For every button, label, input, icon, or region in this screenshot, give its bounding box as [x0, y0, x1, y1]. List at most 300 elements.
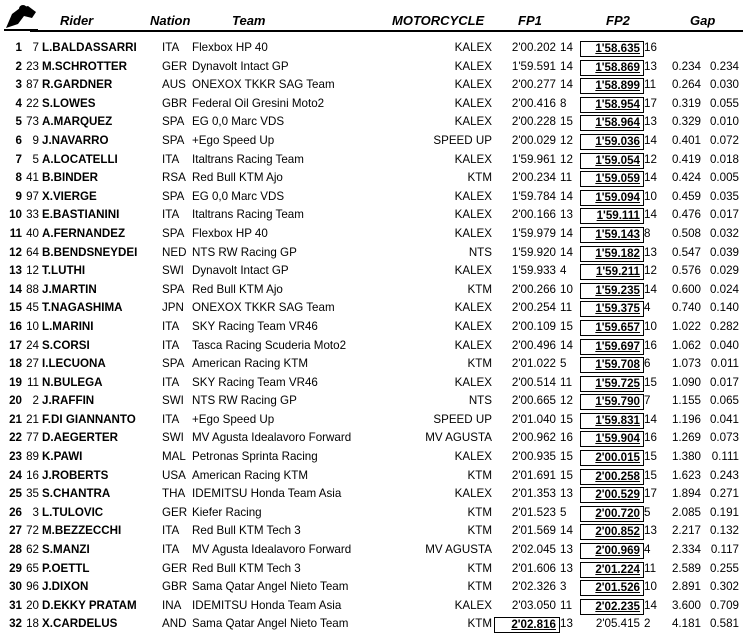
motorcycle: KTM: [467, 617, 492, 631]
fp2-lap: 14: [644, 171, 657, 185]
fp1-time: 2'01.691: [511, 468, 556, 482]
fp1-lap: 12: [560, 152, 573, 166]
rider-number: 89: [26, 450, 39, 464]
gap-to-first: 2.217: [671, 524, 701, 538]
table-row: [0, 374, 745, 393]
gap-to-previous: 0.581: [709, 617, 739, 631]
fp2-lap: 13: [644, 524, 657, 538]
position: 16: [9, 319, 22, 333]
team-name: ONEXOX TKKR SAG Team: [192, 301, 335, 315]
gap-to-previous: 0.191: [709, 505, 739, 519]
fp2-lap: 4: [644, 543, 651, 557]
nation: GBR: [162, 96, 188, 110]
nation: AND: [162, 617, 187, 631]
fp2-time: 1'59.182: [580, 246, 644, 262]
fp2-lap: 8: [644, 226, 651, 240]
fp1-lap: 13: [560, 487, 573, 501]
fp1-time: 2'02.326: [511, 580, 556, 594]
table-row: [0, 504, 745, 523]
rider-name: S.CORSI: [42, 338, 90, 352]
gap-to-previous: 0.024: [709, 282, 739, 296]
motorcycle: KALEX: [454, 226, 492, 240]
fp2-time: 1'59.059: [580, 171, 644, 187]
fp1-lap: 15: [560, 468, 573, 482]
nation: SWI: [162, 431, 184, 445]
motorcycle: KALEX: [454, 338, 492, 352]
table-row: [0, 113, 745, 132]
table-row: [0, 188, 745, 207]
fp2-lap: 14: [644, 412, 657, 426]
fp2-time: 1'59.211: [580, 264, 644, 280]
nation: MAL: [162, 450, 186, 464]
gap-to-previous: 0.271: [709, 487, 739, 501]
fp2-time: 2'05.415: [595, 617, 640, 631]
fp1-lap: 14: [560, 41, 573, 54]
fp2-time: 1'59.790: [580, 394, 644, 410]
position: 11: [9, 226, 22, 240]
rider-name: X.CARDELUS: [42, 617, 118, 631]
table-row: [0, 262, 745, 281]
rider-number: 96: [26, 580, 39, 594]
fp2-time: 1'59.697: [580, 339, 644, 355]
fp2-lap: 5: [644, 505, 651, 519]
position: 22: [9, 431, 22, 445]
fp2-time: 1'59.054: [580, 153, 644, 169]
table-row: [0, 206, 745, 225]
table-row: [0, 318, 745, 337]
fp2-time: 2'00.852: [580, 524, 644, 540]
fp2-time: 1'59.725: [580, 376, 644, 392]
rider-name: A.FERNANDEZ: [42, 226, 126, 240]
fp1-lap: 11: [560, 171, 573, 185]
rider-number: 5: [32, 152, 39, 166]
rider-number: 3: [32, 505, 39, 519]
position: 28: [9, 543, 22, 557]
gap-to-previous: 0.132: [709, 524, 739, 538]
fp1-lap: 11: [560, 301, 573, 315]
fp1-lap: 11: [560, 598, 573, 612]
team-name: EG 0,0 Marc VDS: [192, 189, 285, 203]
nation: SPA: [162, 133, 185, 147]
rider-name: L.TULOVIC: [42, 505, 104, 519]
rider-name: J.NAVARRO: [42, 133, 109, 147]
rider-name: B.BINDER: [42, 171, 99, 185]
fp2-time: 1'59.375: [580, 301, 644, 317]
rider-number: 33: [26, 208, 39, 222]
fp2-time: 1'59.657: [580, 320, 644, 336]
fp1-lap: 16: [560, 431, 573, 445]
gap-to-first: 0.329: [671, 115, 701, 129]
position: 29: [9, 561, 22, 575]
fp1-time: 2'01.523: [511, 505, 556, 519]
rider-number: 9: [32, 133, 39, 147]
fp2-lap: 13: [644, 59, 657, 73]
gap-to-previous: 0.010: [709, 115, 739, 129]
rider-number: 72: [26, 524, 39, 538]
rider-name: S.LOWES: [42, 96, 96, 110]
rider-name: M.BEZZECCHI: [42, 524, 122, 538]
nation: SPA: [162, 282, 185, 296]
team-name: IDEMITSU Honda Team Asia: [192, 487, 342, 501]
gap-to-previous: 0.072: [709, 133, 739, 147]
fp1-time: 1'59.961: [511, 152, 556, 166]
fp1-time: 1'59.979: [511, 226, 556, 240]
fp1-time: 2'01.606: [511, 561, 556, 575]
fp2-time: 2'00.258: [580, 469, 644, 485]
motorcycle: KALEX: [454, 264, 492, 278]
team-name: Sama Qatar Angel Nieto Team: [192, 580, 349, 594]
rider-name: A.MARQUEZ: [42, 115, 113, 129]
fp1-lap: 5: [560, 505, 567, 519]
fp2-lap: 6: [644, 357, 651, 371]
nation: NED: [162, 245, 187, 259]
table-row: [0, 244, 745, 263]
rider-number: 24: [26, 338, 39, 352]
motorcycle: KALEX: [454, 96, 492, 110]
gap-to-first: 0.459: [671, 189, 701, 203]
table-row: [0, 355, 745, 374]
nation: ITA: [162, 543, 180, 557]
gap-to-first: 2.891: [671, 580, 701, 594]
gap-to-previous: 0.032: [709, 226, 739, 240]
rider-number: 18: [26, 617, 39, 631]
table-row: [0, 169, 745, 188]
motorcycle: KTM: [467, 282, 492, 296]
fp1-time: 2'03.050: [511, 598, 556, 612]
fp1-time: 1'59.591: [511, 59, 556, 73]
position: 31: [9, 598, 22, 612]
nation: ITA: [162, 375, 180, 389]
fp1-time: 2'00.254: [511, 301, 556, 315]
position: 15: [9, 301, 22, 315]
fp2-time: 1'59.235: [580, 283, 644, 299]
rider-number: 20: [26, 598, 39, 612]
table-row: [0, 337, 745, 356]
fp2-time: 1'58.899: [580, 78, 644, 94]
table-row: [0, 132, 745, 151]
nation: SWI: [162, 394, 184, 408]
fp2-lap: 4: [644, 301, 651, 315]
team-name: Italtrans Racing Team: [192, 152, 304, 166]
team-name: Dynavolt Intact GP: [192, 264, 289, 278]
motorcycle: KALEX: [454, 189, 492, 203]
motorcycle: KTM: [467, 505, 492, 519]
table-row: [0, 76, 745, 95]
position: 25: [9, 487, 22, 501]
fp1-lap: 8: [560, 96, 567, 110]
rider-number: 16: [26, 468, 39, 482]
fp2-lap: 13: [644, 115, 657, 129]
rider-name: A.LOCATELLI: [42, 152, 118, 166]
fp2-lap: 10: [644, 189, 657, 203]
fp1-lap: 14: [560, 78, 573, 92]
gap-to-first: 2.334: [671, 543, 701, 557]
fp2-time: 2'00.015: [580, 450, 644, 466]
rider-number: 22: [26, 96, 39, 110]
gap-to-first: 1.196: [671, 412, 701, 426]
position: 7: [15, 152, 22, 166]
team-name: Red Bull KTM Ajo: [192, 171, 283, 185]
table-row: [0, 95, 745, 114]
rider-name: P.OETTL: [42, 561, 90, 575]
position: 3: [15, 78, 22, 92]
table-row: [0, 467, 745, 486]
table-row: [0, 541, 745, 560]
gap-to-previous: 0.117: [710, 543, 739, 557]
fp1-lap: 13: [560, 543, 573, 557]
motorcycle: KTM: [467, 561, 492, 575]
table-row: [0, 578, 745, 597]
rider-name: T.LUTHI: [42, 264, 86, 278]
rider-number: 41: [26, 171, 39, 185]
fp1-lap: 11: [560, 375, 573, 389]
rider-number: 97: [26, 189, 39, 203]
fp1-lap: 15: [560, 319, 573, 333]
fp2-time: 2'02.235: [580, 599, 644, 615]
team-name: Red Bull KTM Ajo: [192, 282, 283, 296]
nation: SWI: [162, 264, 184, 278]
rider-number: 27: [26, 357, 39, 371]
position: 5: [15, 115, 22, 129]
fp1-lap: 14: [560, 59, 573, 73]
rider-name: L.BALDASSARRI: [42, 41, 137, 54]
motorcycle: KALEX: [454, 487, 492, 501]
team-name: MV Agusta Idealavoro Forward: [192, 543, 352, 557]
gap-to-previous: 0.030: [709, 78, 739, 92]
fp1-time: 2'00.277: [511, 78, 556, 92]
rider-number: 10: [26, 319, 39, 333]
fp1-time: 2'00.109: [511, 319, 556, 333]
nation: GER: [162, 505, 188, 519]
nation: GER: [162, 561, 188, 575]
fp1-time: 2'01.040: [511, 412, 556, 426]
rider-name: B.BENDSNEYDEI: [42, 245, 138, 259]
motorcycle: KALEX: [454, 59, 492, 73]
gap-to-previous: 0.005: [709, 171, 739, 185]
motorcycle: KTM: [467, 357, 492, 371]
rider-name: L.MARINI: [42, 319, 94, 333]
gap-to-previous: 0.255: [709, 561, 739, 575]
table-row: [0, 151, 745, 170]
table-row: [0, 281, 745, 300]
gap-to-previous: 0.018: [709, 152, 739, 166]
team-name: Flexbox HP 40: [192, 41, 268, 54]
table-row: [0, 299, 745, 318]
gap-header: Gap: [690, 13, 716, 28]
rider-name: K.PAWI: [42, 450, 83, 464]
motorcycle-rider-icon: [2, 2, 40, 32]
motorcycle: SPEED UP: [433, 412, 492, 426]
motorcycle: SPEED UP: [433, 133, 492, 147]
rider-number: 64: [26, 245, 39, 259]
gap-to-first: 0.508: [671, 226, 701, 240]
rider-number: 65: [26, 561, 39, 575]
motorcycle: KALEX: [454, 375, 492, 389]
fp1-time: 2'01.569: [511, 524, 556, 538]
gap-to-first: 2.085: [671, 505, 701, 519]
gap-to-first: 0.476: [671, 208, 701, 222]
table-row: [0, 615, 745, 634]
rider-name: D.AEGERTER: [42, 431, 119, 445]
position: 32: [9, 617, 22, 631]
nation: SPA: [162, 189, 185, 203]
fp2-lap: 12: [644, 152, 657, 166]
fp1-time: 2'00.029: [511, 133, 556, 147]
position: 13: [9, 264, 22, 278]
position: 19: [9, 375, 22, 389]
position: 8: [15, 171, 22, 185]
gap-to-first: 4.181: [671, 617, 701, 631]
rider-name: J.DIXON: [42, 580, 89, 594]
gap-to-first: 3.600: [671, 598, 701, 612]
nation: INA: [162, 598, 182, 612]
fp2-time: 2'00.529: [580, 487, 644, 503]
gap-to-previous: 0.302: [709, 580, 739, 594]
fp2-lap: 11: [644, 78, 657, 92]
rider-name: J.ROBERTS: [42, 468, 109, 482]
fp2-lap: 14: [644, 208, 657, 222]
nation: JPN: [162, 301, 184, 315]
gap-to-previous: 0.040: [709, 338, 739, 352]
fp2-lap: 14: [644, 133, 657, 147]
gap-to-first: 0.234: [671, 59, 701, 73]
fp1-lap: 5: [560, 357, 567, 371]
fp1-time: 2'00.166: [511, 208, 556, 222]
rider-name: M.SCHROTTER: [42, 59, 128, 73]
fp2-time: 1'59.094: [580, 190, 644, 206]
fp1-time: 2'02.816: [494, 617, 560, 633]
motorcycle: KALEX: [454, 41, 492, 54]
position: 14: [9, 282, 22, 296]
team-name: MV Agusta Idealavoro Forward: [192, 431, 352, 445]
nation: ITA: [162, 152, 180, 166]
header-divider: [30, 30, 743, 32]
rider-name: D.EKKY PRATAM: [42, 598, 137, 612]
rider-number: 23: [26, 59, 39, 73]
rider-number: 40: [26, 226, 39, 240]
gap-to-first: 0.419: [671, 152, 701, 166]
rider-name: X.VIERGE: [42, 189, 97, 203]
motorcycle: NTS: [468, 394, 492, 408]
table-row: [0, 560, 745, 579]
rider-name: J.MARTIN: [42, 282, 97, 296]
rider-number: 73: [26, 115, 39, 129]
nation: THA: [162, 487, 186, 501]
nation: SPA: [162, 357, 185, 371]
gap-to-previous: 0.709: [709, 598, 739, 612]
fp2-lap: 12: [644, 264, 657, 278]
fp1-lap: 15: [560, 450, 573, 464]
team-name: ONEXOX TKKR SAG Team: [192, 78, 335, 92]
fp1-lap: 3: [560, 580, 567, 594]
rider-name: E.BASTIANINI: [42, 208, 120, 222]
rider-number: 45: [26, 301, 39, 315]
motorcycle: KTM: [467, 171, 492, 185]
position: 2: [15, 59, 22, 73]
gap-to-first: 0.424: [671, 171, 701, 185]
fp1-time: 1'59.933: [511, 264, 556, 278]
table-row: [0, 448, 745, 467]
gap-to-first: 1.155: [671, 394, 701, 408]
gap-to-first: 1.022: [671, 319, 701, 333]
rider-name: S.MANZI: [42, 543, 90, 557]
gap-to-first: 0.600: [671, 282, 701, 296]
gap-to-first: 1.062: [671, 338, 701, 352]
fp2-time: 1'59.708: [580, 357, 644, 373]
fp1-lap: 12: [560, 133, 573, 147]
team-name: IDEMITSU Honda Team Asia: [192, 598, 342, 612]
fp1-time: 2'00.514: [511, 375, 556, 389]
gap-to-previous: 0.017: [709, 208, 739, 222]
nation: ITA: [162, 338, 180, 352]
team-name: +Ego Speed Up: [192, 412, 275, 426]
rider-number: 12: [26, 264, 39, 278]
motorcycle: MV AGUSTA: [425, 543, 492, 557]
table-row: [0, 392, 745, 411]
team-name: SKY Racing Team VR46: [192, 319, 318, 333]
team-name: Italtrans Racing Team: [192, 208, 304, 222]
fp1-lap: 14: [560, 189, 573, 203]
fp2-time: 1'59.111: [580, 208, 644, 224]
fp2-lap: 17: [644, 96, 657, 110]
fp1-lap: 15: [560, 115, 573, 129]
fp1-time: 2'00.202: [511, 41, 556, 54]
table-row: [0, 411, 745, 430]
rider-number: 2: [32, 394, 39, 408]
fp2-time: 1'59.143: [580, 227, 644, 243]
rider-number: 11: [26, 375, 39, 389]
fp2-lap: 15: [644, 375, 657, 389]
team-header: Team: [232, 13, 266, 28]
fp2-time: 2'01.224: [580, 562, 644, 578]
fp2-lap: 16: [644, 338, 657, 352]
fp2-lap: 15: [644, 468, 657, 482]
table-row: [0, 597, 745, 616]
gap-to-previous: 0.039: [709, 245, 739, 259]
position: 9: [15, 189, 22, 203]
fp2-header: FP2: [606, 13, 630, 28]
motorcycle: KTM: [467, 468, 492, 482]
fp2-time: 1'58.869: [580, 60, 644, 76]
rider-name: T.NAGASHIMA: [42, 301, 123, 315]
rider-number: 77: [26, 431, 39, 445]
gap-to-previous: 0.243: [709, 468, 739, 482]
motorcycle: KALEX: [454, 208, 492, 222]
fp1-lap: 15: [560, 412, 573, 426]
nation: SPA: [162, 226, 185, 240]
motorcycle: MV AGUSTA: [425, 431, 492, 445]
team-name: Red Bull KTM Tech 3: [192, 561, 301, 575]
rider-header: Rider: [60, 13, 94, 28]
fp2-time: 2'00.720: [580, 506, 644, 522]
fp1-time: 2'00.416: [511, 96, 556, 110]
motorcycle: KALEX: [454, 598, 492, 612]
fp2-lap: 10: [644, 580, 657, 594]
fp1-time: 2'00.962: [511, 431, 556, 445]
gap-to-previous: 0.234: [709, 59, 739, 73]
position: 17: [9, 338, 22, 352]
table-row: [0, 485, 745, 504]
nation: USA: [162, 468, 186, 482]
rider-number: 87: [26, 78, 39, 92]
gap-to-first: 1.380: [671, 450, 701, 464]
fp1-time: 2'00.228: [511, 115, 556, 129]
fp2-lap: 15: [644, 450, 657, 464]
team-name: Petronas Sprinta Racing: [192, 450, 318, 464]
fp2-lap: 10: [644, 319, 657, 333]
rider-name: N.BULEGA: [42, 375, 103, 389]
team-name: SKY Racing Team VR46: [192, 375, 318, 389]
